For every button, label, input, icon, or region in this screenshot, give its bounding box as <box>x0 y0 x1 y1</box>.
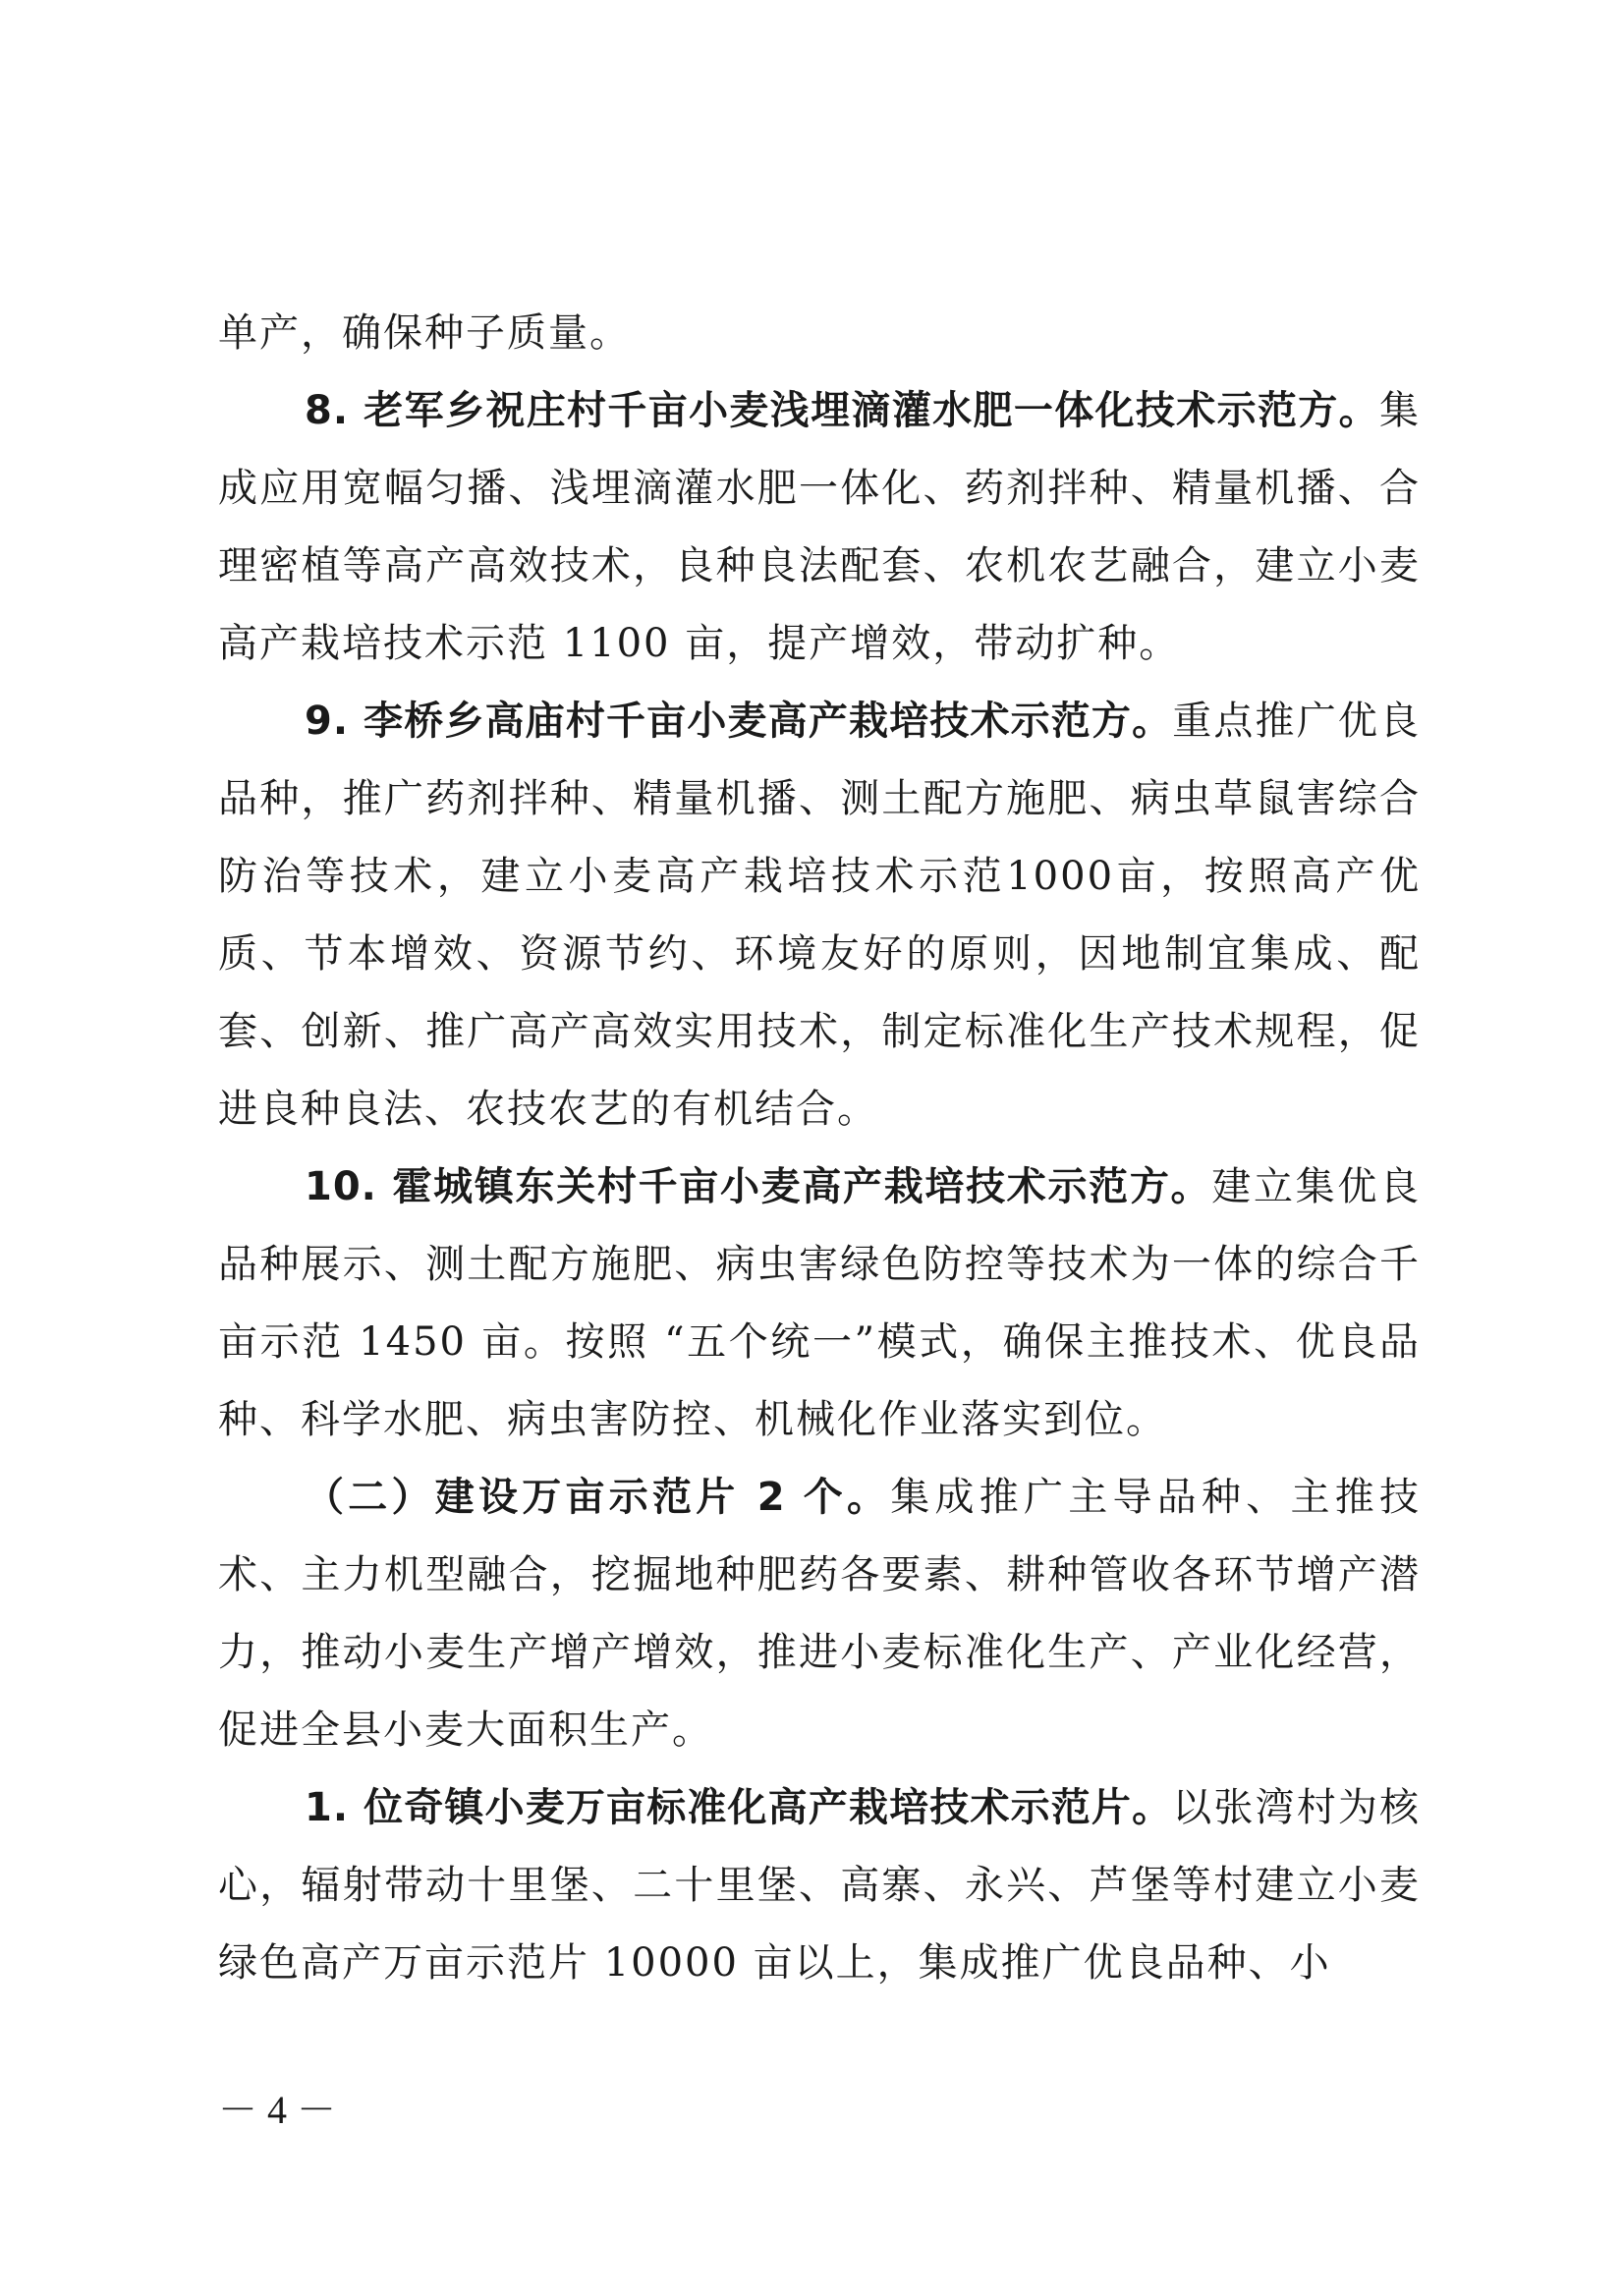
paragraph-text: 重点推广优良品种，推广药剂拌种、精量机播、测土配方施肥、病虫草鼠害综合防治等技术，建立小麦高产栽培技术示范1000亩，按照高产优质、节本增效、资源节约、环境友好的原则，因地制宜集成、配套、创新、推广高产高效实用技术，制定标准化生产技术规程，促进良种良法、农技农艺的有机结合。 <box>218 699 1422 1132</box>
paragraph-heading: 1. 位奇镇小麦万亩标准化高产栽培技术示范片。 <box>305 1785 1173 1830</box>
paragraph-text: 集成应用宽幅匀播、浅埋滴灌水肥一体化、药剂拌种、精量机播、合理密植等高产高效技术，良种良法配套、农机农艺融合，建立小麦高产栽培技术示范 1100 亩，提产增效，带动扩种。 <box>218 388 1421 666</box>
paragraph-heading: 10. 霍城镇东关村千亩小麦高产栽培技术示范方。 <box>305 1164 1212 1209</box>
paragraph-item-10 <box>218 1148 1421 1459</box>
paragraph-heading: 9. 李桥乡高庙村千亩小麦高产栽培技术示范方。 <box>305 699 1173 744</box>
document-body <box>218 295 1421 2002</box>
paragraph-text: 建立集优良品种展示、测土配方施肥、病虫害绿色防控等技术为一体的综合千亩示范 1450 亩。按照 “五个统一”模式，确保主推技术、优良品种、科学水肥、病虫害防控、机械化作业落实到位。 <box>218 1164 1422 1442</box>
paragraph-item-9 <box>218 683 1421 1148</box>
paragraph-text: 以张湾村为核心，辐射带动十里堡、二十里堡、高寨、永兴、芦堡等村建立小麦绿色高产万亩示范片 10000 亩以上，集成推广优良品种、小 <box>218 1785 1422 1986</box>
section-heading-two <box>218 1459 1421 1769</box>
paragraph-text: 集成推广主导品种、主推技术、主力机型融合，挖掘地种肥药各要素、耕种管收各环节增产潜力，推动小麦生产增产增效，推进小麦标准化生产、产业化经营，促进全县小麦大面积生产。 <box>218 1475 1421 1753</box>
paragraph-heading: （二）建设万亩示范片 2 个。 <box>305 1475 891 1520</box>
paragraph-item-1 <box>218 1769 1421 2002</box>
paragraph-continuation <box>218 295 1421 372</box>
page-number: － 4 － <box>218 2088 336 2132</box>
paragraph-text: 单产，确保种子质量。 <box>218 310 631 356</box>
paragraph-item-8 <box>218 372 1421 683</box>
paragraph-heading: 8. 老军乡祝庄村千亩小麦浅埋滴灌水肥一体化技术示范方。 <box>305 388 1379 433</box>
